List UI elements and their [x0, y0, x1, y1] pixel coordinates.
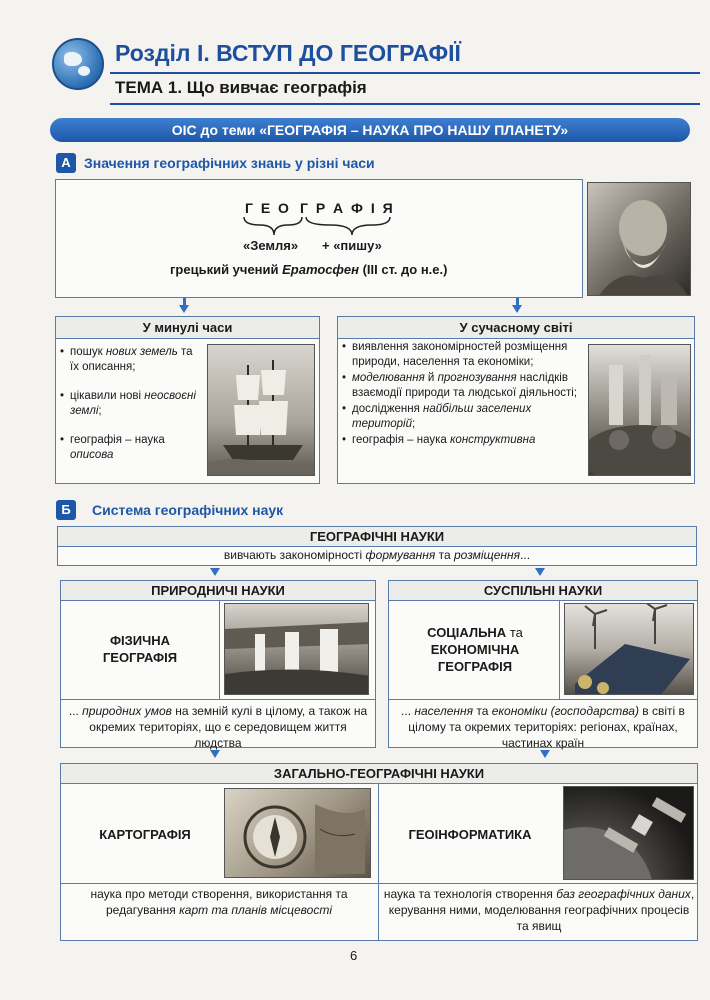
meaning-earth: «Земля»	[243, 238, 299, 253]
list-item: • виявлення закономірностей розміщення природи, населення та економіки;	[342, 340, 584, 370]
theme-divider	[110, 103, 700, 105]
list-item: • пошук нових земель та їх описання;	[60, 345, 200, 375]
arrow-down-icon	[540, 750, 550, 758]
social-economic-geography-label: СОЦІАЛЬНА та ЕКОНОМІЧНА ГЕОГРАФІЯ	[427, 625, 523, 674]
word-brackets	[240, 215, 400, 239]
compass-map-image	[224, 788, 371, 878]
natural-sciences-desc: ... природних умов на земній кулі в цілому, а також на окремих територіях, що є середовищем життя людства	[68, 704, 368, 750]
topic-banner: ОІС до теми «ГЕОГРАФІЯ – НАУКА ПРО НАШУ ПЛАНЕТУ»	[50, 118, 690, 142]
word-part-graphia: Г Р А Ф І Я	[300, 200, 395, 216]
page-number: 6	[350, 948, 358, 963]
cell-divider	[559, 601, 560, 699]
theme-title: ТЕМА 1. Що вивчає географія	[115, 78, 367, 97]
cell-divider	[389, 699, 698, 700]
list-item: • цікавили нові неосвоєні землі;	[60, 389, 200, 419]
section-a-badge: А	[56, 153, 76, 173]
satellite-image	[563, 786, 694, 880]
past-title: У минулі часи	[56, 317, 319, 339]
section-title: Розділ І. ВСТУП ДО ГЕОГРАФІЇ	[115, 40, 461, 66]
cartography-label: КАРТОГРАФІЯ	[99, 827, 191, 842]
waterfall-image	[224, 603, 369, 695]
list-item: • дослідження найбільш заселених територій;	[342, 402, 584, 432]
natural-sciences-title: ПРИРОДНИЧІ НАУКИ	[61, 581, 375, 601]
arrow-down-icon	[512, 305, 522, 313]
physical-geography-label: ФІЗИЧНА ГЕОГРАФІЯ	[102, 633, 178, 665]
arrow-down-icon	[210, 750, 220, 758]
arrow-stem	[183, 298, 186, 305]
section-a-title: Значення географічних знань у різні часи	[84, 155, 375, 171]
geoinformatics-label: ГЕОІНФОРМАТИКА	[408, 827, 532, 842]
social-sciences-title: СУСПІЛЬНІ НАУКИ	[389, 581, 697, 601]
cell-divider	[219, 699, 376, 700]
list-item: • географія – наука описова	[60, 433, 200, 463]
word-part-geo: Г Е О	[245, 200, 291, 216]
list-item: • моделювання й прогнозування наслідків взаємодії природи та людської діяльності;	[342, 371, 584, 401]
arrow-stem	[516, 298, 519, 305]
scientist-line: грецький учений Ератосфен (ІІІ ст. до н.е.)	[170, 262, 448, 277]
general-sciences-title: ЗАГАЛЬНО-ГЕОГРАФІЧНІ НАУКИ	[61, 764, 697, 784]
list-item: • географія – наука конструктивна	[342, 433, 584, 448]
arrow-down-icon	[535, 568, 545, 576]
past-list	[60, 345, 200, 468]
eratosthenes-portrait-image	[587, 182, 691, 296]
title-divider	[110, 72, 700, 74]
arrow-down-icon	[210, 568, 220, 576]
section-b-badge: Б	[56, 500, 76, 520]
solar-panels-image	[564, 603, 694, 695]
modern-list	[342, 340, 584, 449]
cell-divider	[61, 883, 697, 884]
meaning-write: + «пишу»	[322, 238, 382, 253]
arrow-down-icon	[179, 305, 189, 313]
geo-sciences-desc: вивчають закономірності формування та розміщення...	[223, 548, 531, 562]
cell-divider	[378, 784, 379, 940]
social-sciences-desc: ... населення та економіки (господарства) в світі в цілому та окремих територіях: регіонах, країнах, частинах країн	[401, 704, 685, 750]
geo-sciences-title: ГЕОГРАФІЧНІ НАУКИ	[58, 527, 696, 547]
cartography-desc: наука про методи створення, використання та редагування карт та планів місцевості	[90, 887, 348, 917]
modern-city-image	[588, 344, 691, 476]
section-b-title: Система географічних наук	[92, 502, 284, 518]
sailing-ship-image	[207, 344, 315, 476]
modern-title: У сучасному світі	[338, 317, 694, 339]
geoinformatics-desc: наука та технологія створення баз географічних даних, керування ними, моделювання географічних процесів та явищ	[383, 887, 695, 933]
globe-logo-icon	[52, 38, 104, 90]
